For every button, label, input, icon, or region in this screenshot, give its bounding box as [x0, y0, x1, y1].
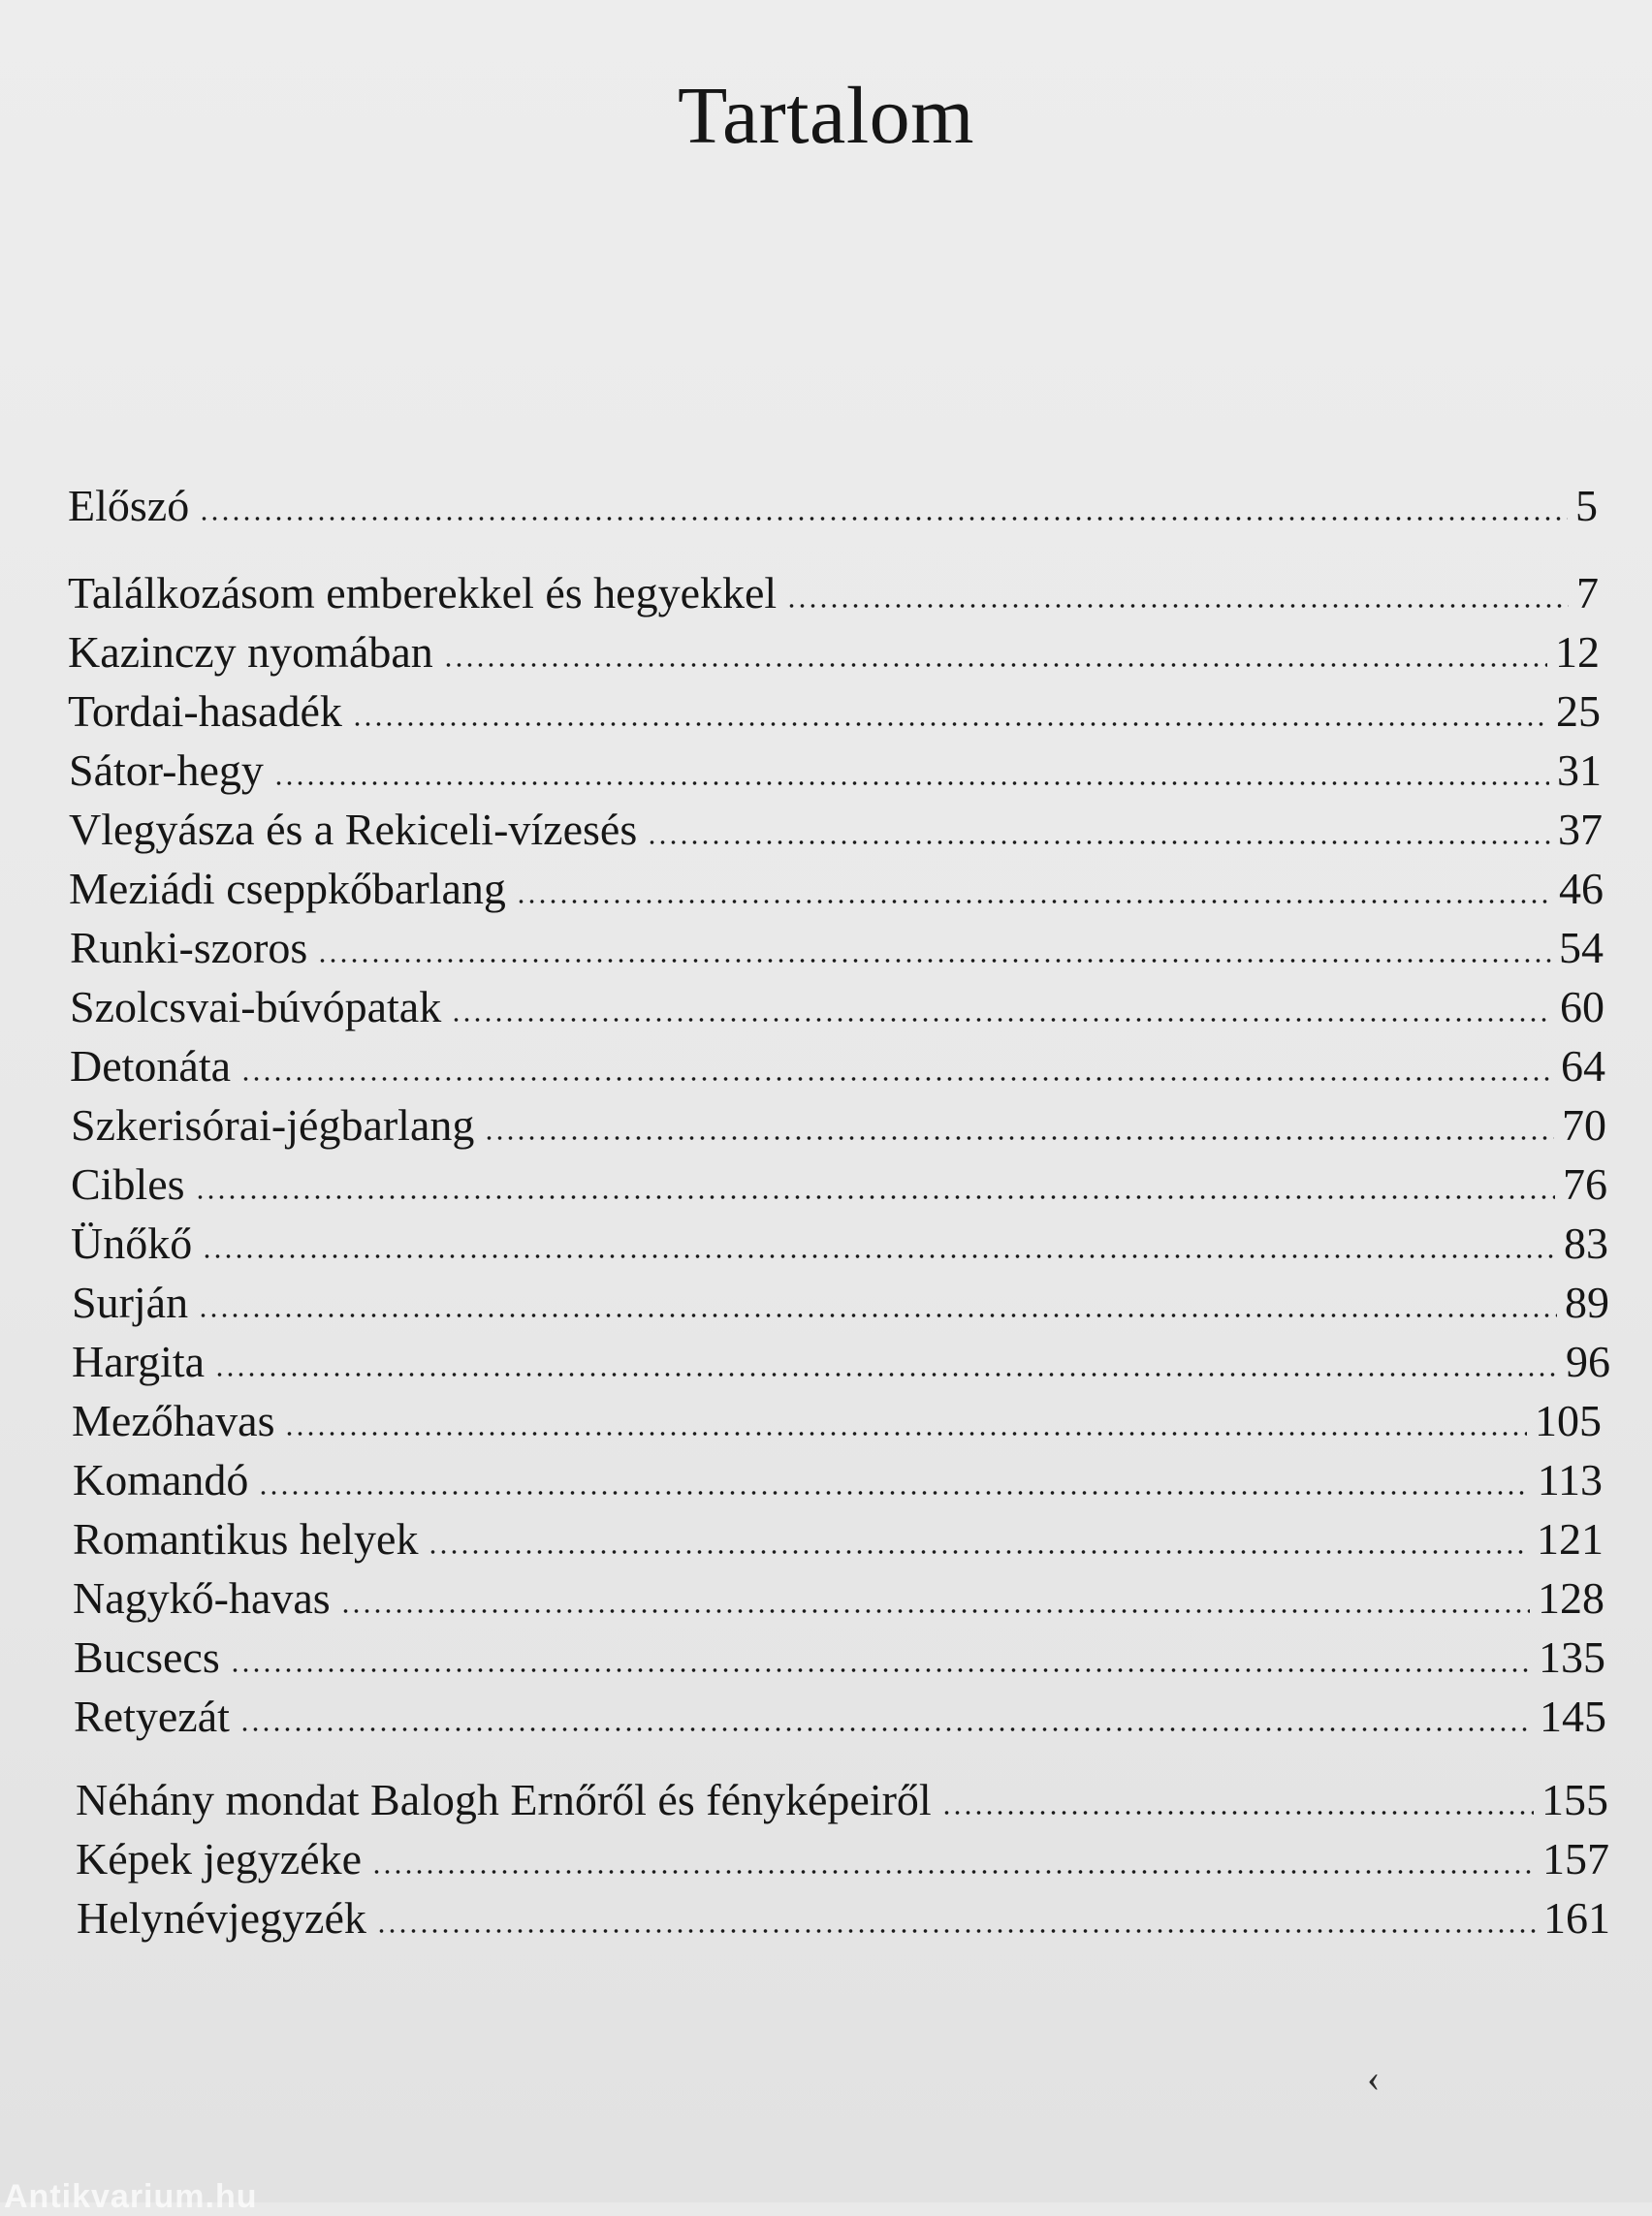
- toc-entry: [72, 1394, 1602, 1448]
- toc-entry-page: 54: [1559, 923, 1604, 972]
- toc-entry-page: 89: [1565, 1278, 1609, 1327]
- toc-entry-page: 70: [1562, 1100, 1606, 1150]
- toc-entry: [77, 1891, 1610, 1946]
- dot-leader: [484, 1136, 1554, 1140]
- toc-entry-page: 105: [1535, 1396, 1602, 1445]
- dot-leader: [239, 1727, 1532, 1731]
- toc-entry-page: 145: [1540, 1692, 1606, 1741]
- toc-entry-title: Surján: [72, 1278, 189, 1327]
- dot-leader: [371, 1870, 1535, 1874]
- toc-entry-page: 37: [1558, 805, 1603, 854]
- toc-entry-title: Kazinczy nyomában: [68, 627, 433, 677]
- dot-leader: [352, 722, 1548, 726]
- dot-leader: [240, 1077, 1553, 1081]
- toc-entry: [70, 1039, 1605, 1093]
- toc-entry: [68, 566, 1599, 620]
- dot-leader: [199, 517, 1568, 521]
- toc-entry-title: Hargita: [72, 1337, 206, 1386]
- toc-entry-title: Találkozásom emberekkel és hegyekkel: [68, 568, 778, 617]
- toc-entry-title: Detonáta: [70, 1041, 232, 1091]
- dot-leader: [443, 663, 1547, 667]
- toc-entry: [71, 1217, 1608, 1271]
- dot-leader: [202, 1254, 1556, 1258]
- toc-entry-title: Runki-szoros: [70, 923, 308, 972]
- toc-entry-page: 46: [1559, 864, 1604, 913]
- toc-entry: [68, 625, 1600, 680]
- toc-entry: [68, 684, 1601, 739]
- toc-entry-page: 64: [1561, 1041, 1605, 1091]
- toc-entry-page: 161: [1543, 1893, 1610, 1943]
- toc-entry: [71, 1157, 1607, 1212]
- toc-entry: [72, 1335, 1610, 1389]
- dot-leader: [376, 1929, 1536, 1933]
- toc-entry-title: Sátor-hegy: [69, 745, 264, 795]
- dot-leader: [428, 1550, 1529, 1554]
- toc-entry-title: Tordai-hasadék: [68, 686, 342, 736]
- toc-entry: [73, 1512, 1604, 1567]
- toc-entry: [76, 1773, 1608, 1827]
- toc-entry-page: 12: [1555, 627, 1600, 677]
- toc-entry-title: Cibles: [71, 1159, 185, 1209]
- toc-entry-title: Szolcsvai-búvópatak: [70, 982, 442, 1031]
- toc-entry-page: 155: [1541, 1775, 1608, 1824]
- toc-entry-page: 83: [1564, 1219, 1608, 1268]
- toc-entry: [73, 1453, 1603, 1507]
- dot-leader: [516, 900, 1551, 903]
- toc-entry: [70, 980, 1604, 1034]
- toc-entry-page: 96: [1566, 1337, 1610, 1386]
- toc-entry: [74, 1630, 1605, 1685]
- toc-entry-page: 25: [1556, 686, 1601, 736]
- toc-entry: [69, 803, 1603, 857]
- dot-leader: [195, 1195, 1555, 1199]
- toc-entry-title: Bucsecs: [74, 1632, 220, 1682]
- toc-entry-page: 157: [1542, 1834, 1609, 1884]
- dot-leader: [941, 1811, 1534, 1815]
- toc-entry-title: Ünőkő: [71, 1219, 193, 1268]
- toc-entry-title: Romantikus helyek: [73, 1514, 419, 1564]
- toc-entry: [72, 1276, 1609, 1330]
- toc-entry-title: Retyezát: [74, 1692, 230, 1741]
- toc-entry-title: Szkerisórai-jégbarlang: [71, 1100, 475, 1150]
- dot-leader: [647, 840, 1550, 844]
- toc-entry-page: 135: [1539, 1632, 1605, 1682]
- dot-leader: [284, 1432, 1527, 1436]
- toc-entry: [69, 862, 1604, 916]
- dot-leader: [340, 1609, 1530, 1613]
- toc-entry-page: 7: [1576, 568, 1599, 617]
- toc-entry: [71, 1098, 1606, 1153]
- toc-entry: [68, 479, 1598, 533]
- dot-leader: [230, 1668, 1531, 1672]
- toc-entry-title: Mezőhavas: [72, 1396, 275, 1445]
- page-title: Tartalom: [678, 71, 974, 161]
- toc-entry: [69, 744, 1602, 798]
- dot-leader: [258, 1491, 1529, 1495]
- toc-entry-title: Komandó: [73, 1455, 249, 1504]
- toc-entry-page: 60: [1560, 982, 1604, 1031]
- dot-leader: [198, 1314, 1557, 1317]
- toc-entry: [76, 1832, 1609, 1886]
- toc-entry-title: Meziádi cseppkőbarlang: [69, 864, 506, 913]
- toc-entry-title: Előszó: [68, 481, 190, 530]
- toc-entry-page: 113: [1537, 1455, 1603, 1504]
- toc-entry: [74, 1690, 1606, 1744]
- dot-leader: [273, 781, 1549, 785]
- toc-entry-title: Nagykő-havas: [73, 1573, 331, 1623]
- dot-leader: [451, 1018, 1552, 1022]
- toc-entry-title: Néhány mondat Balogh Ernőről és fényképeiről: [76, 1775, 932, 1824]
- stray-mark: ‹: [1367, 2056, 1381, 2100]
- toc-entry-title: Vlegyásza és a Rekiceli-vízesés: [69, 805, 638, 854]
- watermark: Antikvarium.hu: [4, 2178, 258, 2215]
- dot-leader: [786, 604, 1569, 608]
- toc-entry-page: 5: [1575, 481, 1598, 530]
- toc-entry: [73, 1571, 1604, 1626]
- toc-entry: [70, 921, 1604, 975]
- toc-entry-title: Képek jegyzéke: [76, 1834, 363, 1884]
- toc-entry-page: 121: [1537, 1514, 1604, 1564]
- toc-entry-page: 76: [1563, 1159, 1607, 1209]
- dot-leader: [214, 1373, 1558, 1377]
- dot-leader: [317, 959, 1551, 963]
- toc-entry-title: Helynévjegyzék: [77, 1893, 366, 1943]
- toc-entry-page: 128: [1538, 1573, 1604, 1623]
- toc-entry-page: 31: [1557, 745, 1602, 795]
